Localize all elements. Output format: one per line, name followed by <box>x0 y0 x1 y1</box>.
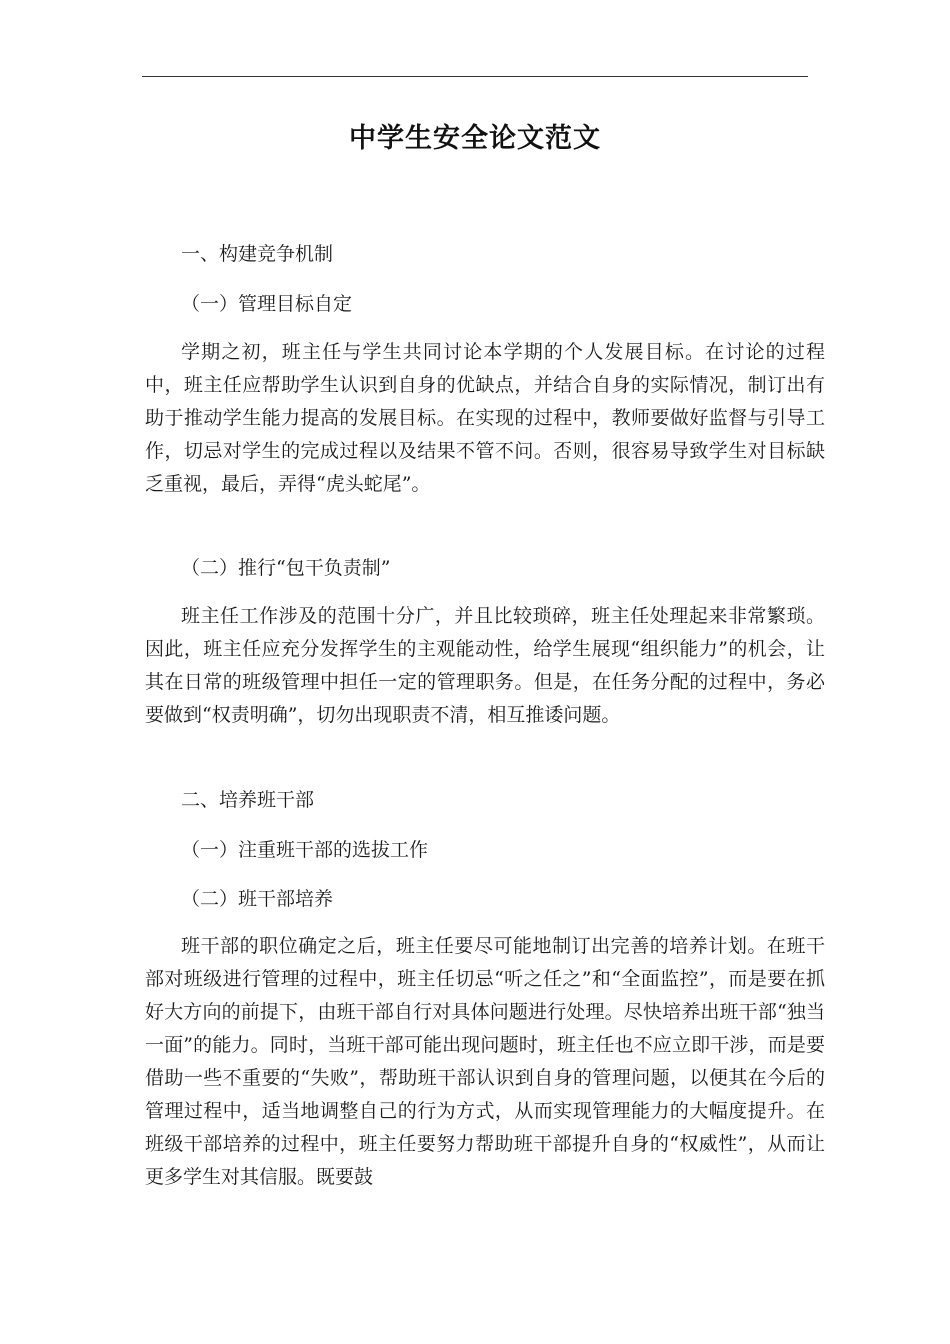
section-1-paragraph-1: 学期之初，班主任与学生共同讨论本学期的个人发展目标。在讨论的过程中，班主任应帮助学生认识到自身的优缺点，并结合自身的实际情况，制订出有助于推动学生能力提高的发展目标。在实现的过程中，教师要做好监督与引导工作，切忌对学生的完成过程以及结果不管不问。否则，很容易导致学生对目标缺乏重视，最后，弄得“虎头蛇尾”。 <box>145 341 825 495</box>
document-title: 中学生安全论文范文 <box>349 123 601 154</box>
section-2-paragraph-1: 班干部的职位确定之后，班主任要尽可能地制订出完善的培养计划。在班干部对班级进行管理的过程中，班主任切忌“听之任之”和“全面监控”，而是要在抓好大方向的前提下，由班干部自行对具体问题进行处理。尽快培养出班干部“独当一面”的能力。同时，当班干部可能出现问题时，班主任也不应立即干涉，而是要借助一些不重要的“失败”，帮助班干部认识到自身的管理问题，以便其在今后的管理过程中，适当地调整自己的行为方式，从而实现管理能力的大幅度提升。在班级干部培养的过程中，班主任要努力帮助班干部提升自身的“权威性”，从而让更多学生对其信服。既要鼓 <box>145 935 825 1188</box>
section-2-subheading-2: （二）班干部培养 <box>181 888 334 910</box>
section-1-heading: 一、构建竞争机制 <box>181 243 334 265</box>
section-1-subheading-1: （一）管理目标自定 <box>181 293 353 315</box>
section-1-paragraph-2: 班主任工作涉及的范围十分广，并且比较琐碎，班主任处理起来非常繁琐。因此，班主任应充分发挥学生的主观能动性，给学生展现“组织能力”的机会，让其在日常的班级管理中担任一定的管理职务。但是，在任务分配的过程中，务必要做到“权责明确”，切勿出现职责不清，相互推诿问题。 <box>145 605 825 726</box>
section-1-subheading-2: （二）推行“包干负责制” <box>181 557 391 579</box>
section-2-subheading-1: （一）注重班干部的选拔工作 <box>181 839 429 861</box>
header-rule <box>142 76 808 77</box>
section-2-heading: 二、培养班干部 <box>181 789 315 811</box>
